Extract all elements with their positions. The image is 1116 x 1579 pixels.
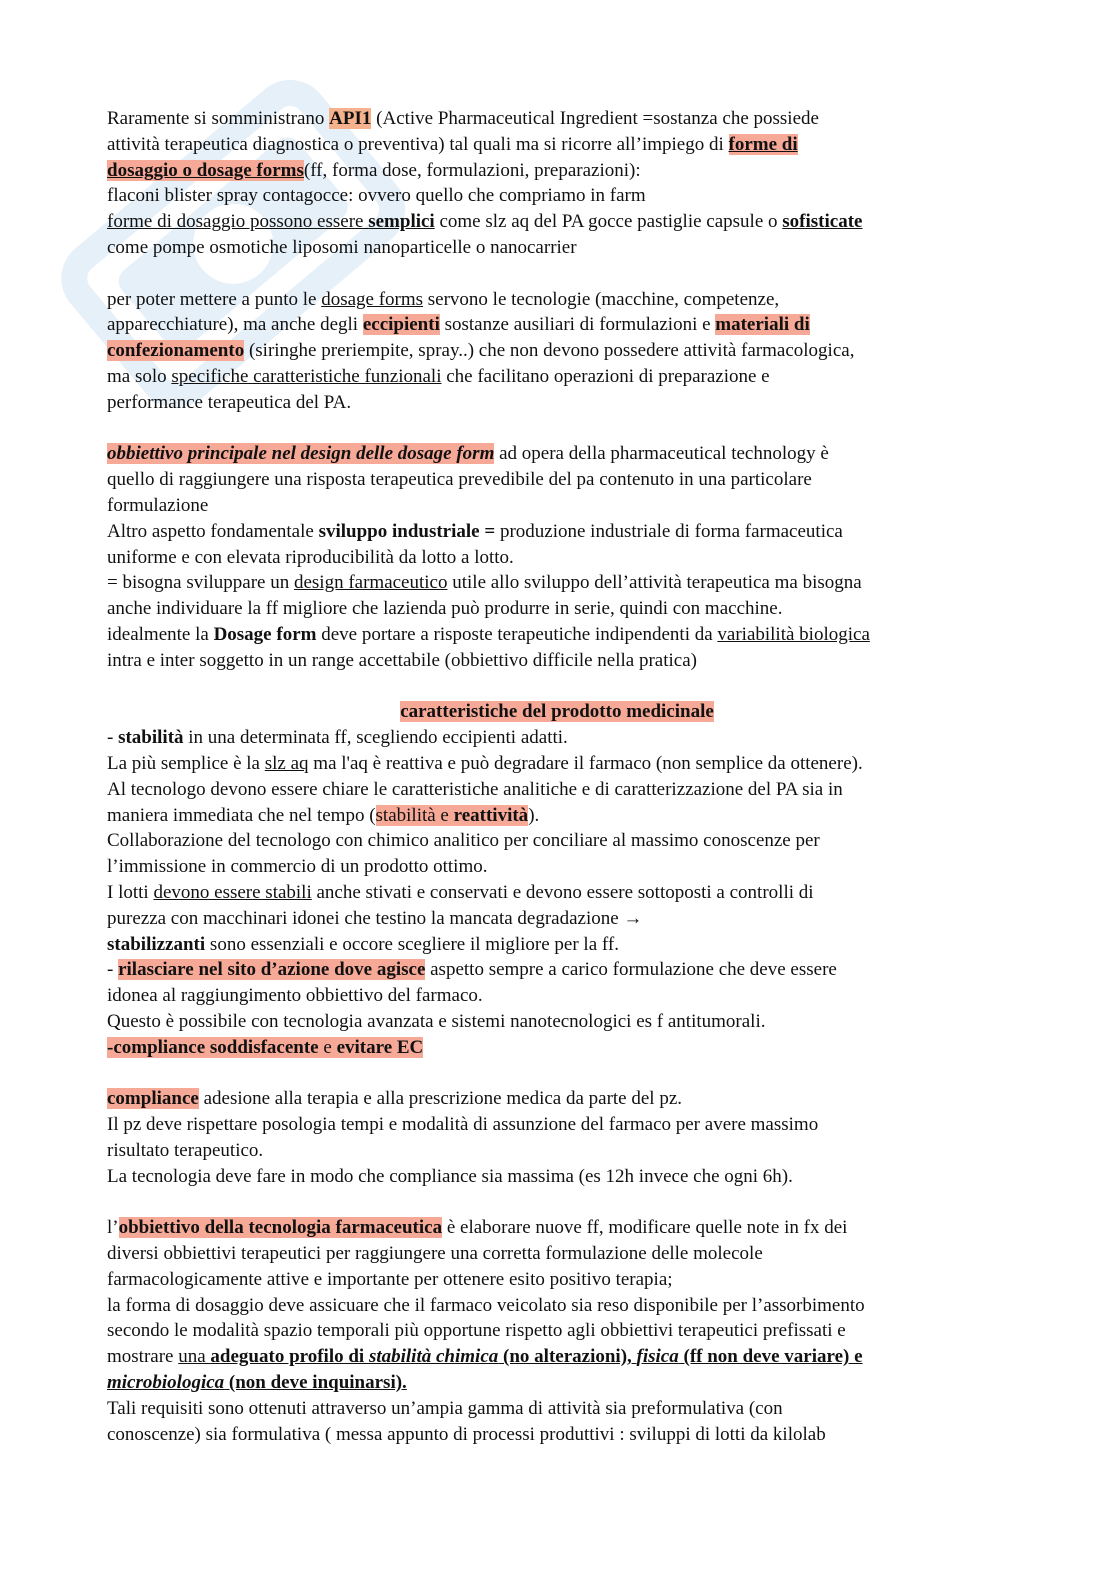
p4-line-11: idonea al raggiungimento obbiettivo del farmaco. [107, 985, 483, 1007]
p3-line-1: obbiettivo principale nel design delle dosage form ad opera della pharmaceutical technology è [107, 443, 829, 465]
p4-line-10: - rilasciare nel sito d’azione dove agisce aspetto sempre a carico formulazione che deve essere [107, 959, 837, 981]
p1-line-2: attività terapeutica diagnostica o preventiva) tal quali ma si ricorre all’impiego di forme di [107, 133, 798, 155]
p3-line-7: anche individuare la ff migliore che lazienda può produrre in serie, quindi con macchine. [107, 598, 783, 620]
p6-line-9: conoscenze) sia formulativa ( messa appunto di processi produttivi : sviluppi di lotti da kilolab [107, 1423, 826, 1445]
confezionamento-highlight: confezionamento [107, 340, 245, 362]
p3-line-5: uniforme e con elevata riproducibilità da lotto a lotto. [107, 546, 514, 568]
p3-line-6: = bisogna sviluppare un design farmaceutico utile allo sviluppo dell’attività terapeutica ma bisogna [107, 572, 862, 594]
p2-line-5: performance terapeutica del PA. [107, 391, 352, 413]
p6-line-1: l’obbiettivo della tecnologia farmaceutica è elaborare nuove ff, modificare quelle note in fx dei [107, 1217, 848, 1239]
materiali-highlight: materiali di [715, 314, 810, 336]
p2-line-1: per poter mettere a punto le dosage forms servono le tecnologie (macchine, competenze, [107, 288, 780, 310]
api1-highlight: API1 [329, 108, 372, 129]
document-page [107, 106, 1007, 1447]
p1-line-3: dosaggio o dosage forms(ff, forma dose, formulazioni, preparazioni): [107, 159, 641, 181]
obbiettivo-tecnologia-highlight: obbiettivo della tecnologia farmaceutica [118, 1217, 443, 1239]
p4-line-8: purezza con macchinari idonei che testino la mancata degradazione → [107, 907, 643, 929]
p5-line-2: Il pz deve rispettare posologia tempi e modalità di assunzione del farmaco per avere massimo [107, 1114, 819, 1136]
p3-line-8: idealmente la Dosage form deve portare a risposte terapeutiche indipendenti da variabilità biologica [107, 623, 870, 645]
p6-line-7: microbiologica (non deve inquinarsi). [107, 1372, 407, 1394]
p6-line-4: la forma di dosaggio deve assicuare che il farmaco veicolato sia reso disponibile per l’assorbimento [107, 1294, 865, 1316]
p4-line-5: Collaborazione del tecnologo con chimico analitico per conciliare al massimo conoscenze per [107, 830, 820, 852]
p4-line-6: l’immissione in commercio di un prodotto ottimo. [107, 856, 488, 878]
p1-line-1: Raramente si somministrano API1 (Active Pharmaceutical Ingredient =sostanza che possiede [107, 108, 819, 129]
p3-line-9: intra e inter soggetto in un range accettabile (obbiettivo difficile nella pratica) [107, 649, 697, 671]
p3-line-4: Altro aspetto fondamentale sviluppo industriale = produzione industriale di forma farmaceutica [107, 520, 843, 542]
p3-line-3: formulazione [107, 494, 209, 516]
p1-line-6: come pompe osmotiche liposomi nanoparticelle o nanocarrier [107, 236, 577, 258]
p6-line-6: mostrare una adeguato profilo di stabilità chimica (no alterazioni), fisica (ff non deve variare) e [107, 1346, 863, 1368]
dosage-forms-highlight: dosaggio o dosage forms [107, 159, 304, 181]
p4-line-2: La più semplice è la slz aq ma l'aq è reattiva e può degradare il farmaco (non semplice da ottenere). [107, 752, 863, 774]
section-title: caratteristiche del prodotto medicinale [400, 701, 714, 723]
p2-line-2: apparecchiature), ma anche degli eccipienti sostanze ausiliari di formulazioni e materiali di [107, 314, 810, 336]
p3-line-2: quello di raggiungere una risposta terapeutica prevedibile del pa contenuto in una particolare [107, 469, 812, 491]
section-title-line [107, 699, 1007, 725]
p2-line-3: confezionamento (siringhe preriempite, spray..) che non devono possedere attività farmacologica, [107, 340, 855, 362]
obbiettivo-design-highlight: obbiettivo principale nel design delle dosage form [107, 443, 495, 465]
p4-line-9: stabilizzanti sono essenziali e occore scegliere il migliore per la ff. [107, 933, 619, 955]
p5-line-1: compliance adesione alla terapia e alla prescrizione medica da parte del pz. [107, 1088, 683, 1110]
p6-line-8: Tali requisiti sono ottenuti attraverso un’ampia gamma di attività sia preformulativa (con [107, 1397, 783, 1419]
p4-line-13: -compliance soddisfacente e evitare EC [107, 1036, 424, 1058]
p4-line-3: Al tecnologo devono essere chiare le caratteristiche analitiche e di caratterizzazione del PA sia in [107, 778, 843, 800]
p4-line-1: - stabilità in una determinata ff, scegliendo eccipienti adatti. [107, 727, 568, 749]
compliance-highlight: compliance [107, 1088, 199, 1110]
p4-line-7: I lotti devono essere stabili anche stivati e conservati e devono essere sottoposti a controlli di [107, 881, 814, 903]
p6-line-3: farmacologicamente attive e importante per ottenere esito positivo terapia; [107, 1268, 673, 1290]
p5-line-3: risultato terapeutico. [107, 1139, 264, 1161]
forme-di-highlight: forme di [728, 133, 798, 155]
p4-line-4: maniera immediata che nel tempo (stabilità e reattività). [107, 804, 540, 826]
p4-line-12: Questo è possibile con tecnologia avanzata e sistemi nanotecnologici es f antitumorali. [107, 1010, 766, 1032]
eccipienti-highlight: eccipienti [362, 314, 440, 336]
p6-line-2: diversi obbiettivi terapeutici per raggiungere una corretta formulazione delle molecole [107, 1243, 763, 1265]
p6-line-5: secondo le modalità spazio temporali più opportune rispetto agli obbiettivi terapeutici prefissati e [107, 1320, 846, 1342]
p2-line-4: ma solo specifiche caratteristiche funzionali che facilitano operazioni di preparazione e [107, 365, 770, 387]
rilasciare-highlight: rilasciare nel sito d’azione dove agisce [118, 959, 426, 981]
p1-line-4: flaconi blister spray contagocce: ovvero quello che compriamo in farm [107, 185, 646, 207]
p5-line-4: La tecnologia deve fare in modo che compliance sia massima (es 12h invece che ogni 6h). [107, 1165, 793, 1187]
p1-line-5: forme di dosaggio possono essere semplici come slz aq del PA gocce pastiglie capsule o sofisticate [107, 211, 863, 233]
